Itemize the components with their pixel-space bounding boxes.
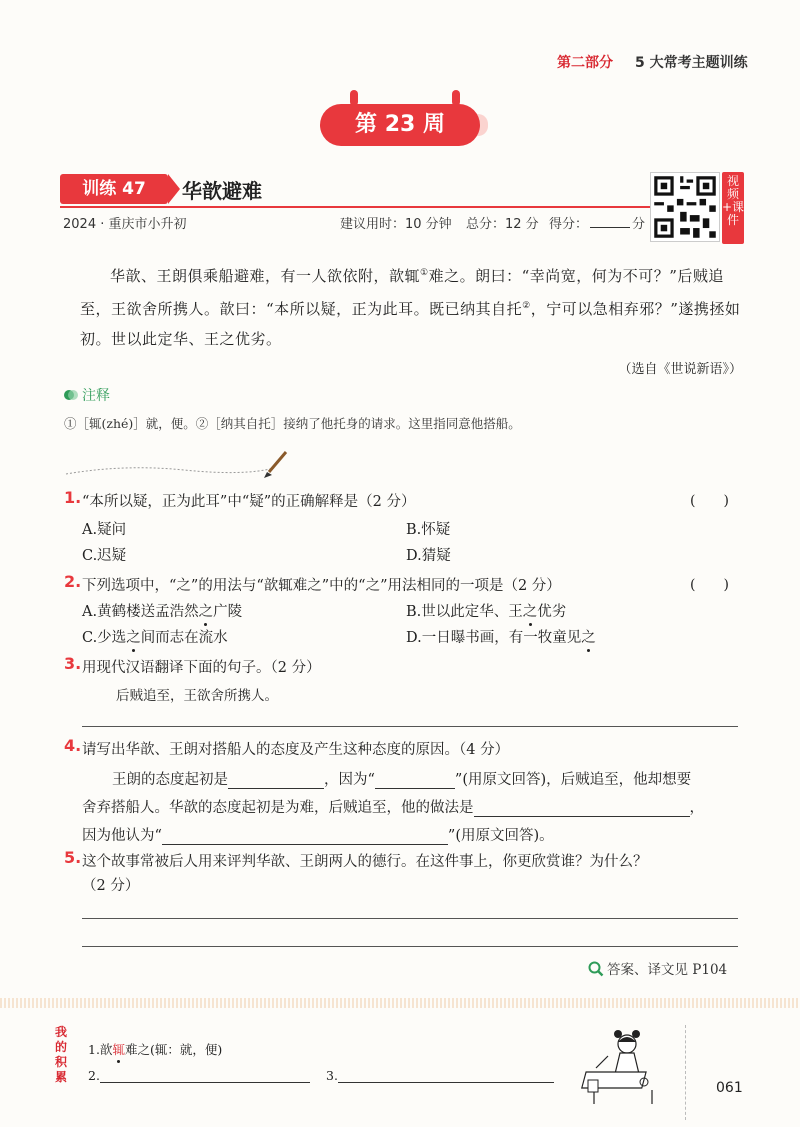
q1-option-d[interactable]: D.猜疑 <box>406 548 451 564</box>
bottom-decorative-band <box>0 998 800 1008</box>
qr-code-icon[interactable] <box>650 172 720 242</box>
q5-answer-line-2[interactable] <box>82 946 738 947</box>
q1-answer-paren[interactable]: ( ) <box>690 493 729 509</box>
q5-text: 这个故事常被后人用来评判华歆、王朗两人的德行。在这件事上，你更欣赏谁？为什么？ <box>82 854 648 870</box>
q4-blank-3[interactable] <box>474 801 690 817</box>
answer-reference <box>588 958 727 978</box>
note-ref-1: ① <box>420 268 429 278</box>
q2-answer-paren[interactable]: ( ) <box>690 577 729 593</box>
q5-answer-line-1[interactable] <box>82 918 738 919</box>
exam-source: 2024 · 重庆市小升初 <box>63 217 187 232</box>
training-underline <box>60 206 650 208</box>
video-courseware-badge[interactable]: 视频+课件 <box>722 172 744 244</box>
q4-blank-2[interactable] <box>375 773 455 789</box>
q2-option-a[interactable]: A.黄鹤楼送孟浩然之广陵 <box>82 600 242 621</box>
notes-title: 注释 <box>82 388 110 404</box>
q2-option-b[interactable]: B.世以此定华、王之优劣 <box>406 600 566 621</box>
magnifier-icon <box>588 961 604 977</box>
score-unit: 分 <box>632 217 646 232</box>
accumulation-blank-3[interactable] <box>338 1069 554 1083</box>
q1-option-c[interactable]: C.迟疑 <box>82 548 127 564</box>
brush-divider-icon <box>64 450 294 480</box>
passage-part-1: 华歆、王朗俱乘船避难，有一人欲依附，歆辄 <box>110 267 421 285</box>
q3-number: 3. <box>64 654 82 673</box>
accumulation-item-3: 3. <box>326 1068 554 1083</box>
margin-dashed-line <box>685 1025 686 1120</box>
accumulation-label: 我的积累 <box>55 1025 68 1084</box>
q4-blank-4[interactable] <box>162 829 448 845</box>
training-badge: 训练 47 <box>60 174 168 204</box>
classical-passage <box>80 258 748 354</box>
accumulation-item-2: 2. <box>88 1068 310 1083</box>
note-bullet-icon <box>64 388 78 402</box>
q2-number: 2. <box>64 572 82 591</box>
q5-number: 5. <box>64 848 82 867</box>
q5-score: （2 分） <box>82 878 140 894</box>
score-field <box>549 213 645 232</box>
score-label: 得分： <box>549 217 589 232</box>
q4-line-1: 王朗的态度起初是 ，因为“ ”(用原文回答)，后贼追至，他却想要 <box>112 772 692 788</box>
q1-text: “本所以疑，正为此耳”中“疑”的正确解释是（2 分） <box>82 494 416 510</box>
header-part: 第二部分 <box>557 55 613 71</box>
passage-source: （选自《世说新语》） <box>618 362 742 377</box>
girl-painting-illustration-icon <box>578 1020 678 1110</box>
q4-text: 请写出华歆、王朗对搭船人的态度及产生这种态度的原因。（4 分） <box>82 742 510 758</box>
page-number: 061 <box>716 1080 743 1096</box>
training-title: 华歆避难 <box>182 179 262 203</box>
q3-sentence: 后贼追至，王欲舍所携人。 <box>116 688 278 704</box>
header-section: 5 大常考主题训练 <box>635 55 748 71</box>
q4-line-2: 舍弃搭船人。华歆的态度起初是为难，后贼追至，他的做法是 ， <box>82 800 704 816</box>
q2-option-c[interactable]: C.少选之间而志在流水 <box>82 626 228 647</box>
total-score: 总分：12 分 <box>466 217 539 232</box>
week-label: 第 23 周 <box>320 104 480 146</box>
qr-code-graphic <box>651 173 719 241</box>
q1-option-a[interactable]: A.疑问 <box>82 522 127 538</box>
q3-text: 用现代汉语翻译下面的句子。（2 分） <box>82 660 321 676</box>
q4-number: 4. <box>64 736 82 755</box>
q2-text: 下列选项中，“之”的用法与“歆辄难之”中的“之”用法相同的一项是（2 分） <box>82 578 561 594</box>
accumulation-blank-2[interactable] <box>100 1069 310 1083</box>
note-ref-2: ② <box>522 301 531 311</box>
q4-blank-1[interactable] <box>228 773 324 789</box>
passage-part-3: ，宁可以急相弃邪？”遂携拯如初。世以此定华、王之优劣。 <box>80 300 741 348</box>
q1-option-b[interactable]: B.怀疑 <box>406 522 451 538</box>
q1-number: 1. <box>64 488 82 507</box>
q4-line-3: 因为他认为“ ”(用原文回答)。 <box>82 828 554 844</box>
answer-reference-text: 答案、译文见 P104 <box>607 962 728 978</box>
q3-answer-line[interactable] <box>82 726 738 727</box>
passage-part-2: 难之。朗曰：“幸尚宽，何为不可？”后贼追至，王欲舍所携人。歆曰：“本所以疑，正为此耳。既已纳其自托 <box>80 267 724 318</box>
week-banner <box>320 100 490 150</box>
training-bar <box>60 174 710 204</box>
score-blank[interactable] <box>590 216 630 228</box>
q2-option-d[interactable]: D.一日曝书画，有一牧童见之 <box>406 626 596 647</box>
notes-text: ①［辄(zhé)］就，便。②［纳其自托］接纳了他托身的请求。这里指同意他搭船。 <box>64 416 521 431</box>
accumulation-item-1: 1.歆辄难之(辄：就，便) <box>88 1042 223 1057</box>
suggested-time: 建议用时：10 分钟 <box>340 217 452 232</box>
